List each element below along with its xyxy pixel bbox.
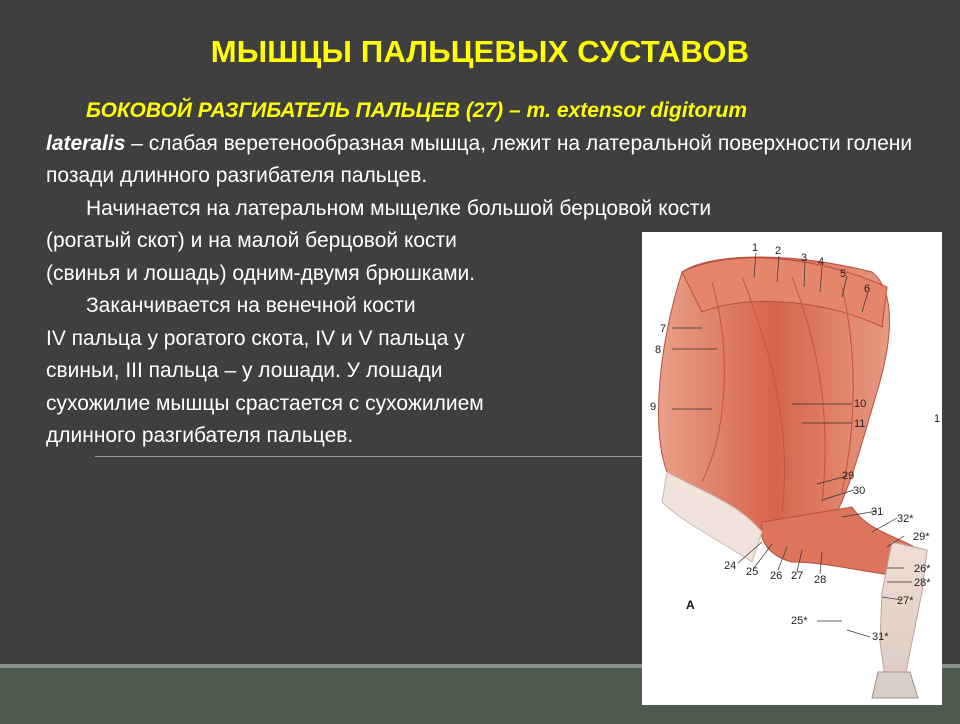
hindlimb-muscles-drawing — [642, 232, 942, 705]
slide-title: МЫШЦЫ ПАЛЬЦЕВЫХ СУСТАВОВ — [210, 34, 750, 69]
paragraph-3-line-4: сухожилие мышцы срастается с сухожилием — [46, 391, 484, 415]
paragraph-3-line-2: IV пальца у рогатого скота, IV и V пальца у — [46, 326, 465, 350]
label-10: 10 — [854, 398, 867, 410]
label-25: 25 — [746, 566, 759, 578]
label-32-star: 32* — [897, 513, 914, 525]
label-3: 3 — [801, 252, 808, 264]
label-28: 28 — [814, 574, 827, 586]
paragraph-2-line-2: (рогатый скот) и на малой берцовой кости — [46, 229, 457, 252]
label-27: 27 — [791, 570, 804, 582]
label-8: 8 — [655, 344, 662, 356]
label-27-star: 27* — [897, 595, 914, 607]
label-26: 26 — [770, 570, 783, 582]
term-heading: БОКОВОЙ РАЗГИБАТЕЛЬ ПАЛЬЦЕВ (27) – m. extensor digitorum — [86, 99, 748, 122]
divider-line — [95, 456, 643, 457]
label-26-star: 26* — [914, 563, 931, 575]
label-1-edge: 1 — [934, 413, 941, 425]
paragraph-3-line-3: свиньи, III пальца – у лошади. У лошади — [46, 359, 443, 382]
paragraph-3-line-5: длинного разгибателя пальцев. — [46, 424, 354, 447]
paragraph-3-line-1: Заканчивается на венечной кости — [86, 294, 416, 317]
panel-letter: A — [686, 598, 695, 612]
label-9: 9 — [650, 401, 657, 413]
label-24: 24 — [724, 560, 737, 572]
label-28-star: 28* — [914, 577, 931, 589]
anatomy-illustration — [642, 232, 942, 705]
paragraph-2-line-3: (свинья и лошадь) одним-двумя брюшками. — [46, 261, 476, 285]
label-1: 1 — [752, 242, 759, 254]
label-25-star: 25* — [791, 615, 808, 627]
label-6: 6 — [864, 283, 871, 295]
label-2: 2 — [775, 245, 782, 257]
paragraph-1 — [46, 95, 926, 193]
term-latin-end: lateralis — [46, 131, 126, 155]
paragraph-1-text: – слабая веретенообразная мышца, лежит на латеральной поверхности голени позади длинного разгибателя пальцев. — [46, 131, 913, 187]
label-5: 5 — [840, 268, 847, 280]
label-4: 4 — [818, 256, 825, 268]
label-11: 11 — [854, 418, 866, 430]
paragraph-2-line-1: Начинается на латеральном мыщелке большой берцовой кости — [86, 196, 712, 220]
label-29-star: 29* — [913, 531, 930, 543]
label-31: 31 — [871, 506, 884, 518]
label-29: 29 — [842, 470, 855, 482]
label-31-star: 31* — [872, 631, 889, 643]
label-7: 7 — [660, 323, 667, 335]
label-30: 30 — [853, 485, 866, 497]
